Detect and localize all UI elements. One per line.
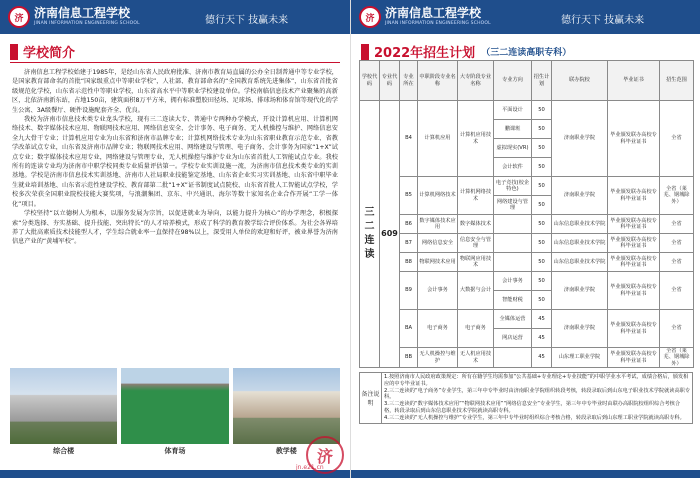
secondary-major-cell: 无人机操控与维护 [418,348,458,368]
enrollment-range-cell: 全省（莱芜、钢城除外） [660,348,694,368]
section-title: 2022年招生计划 [374,46,476,61]
table-row [360,272,694,291]
college-major-cell: 数字媒体技术 [458,215,494,234]
college-major-cell: 无人机应用技术 [458,348,494,368]
direction-cell: 平面设计 [494,101,532,120]
school-name: 济南信息工程学校 [385,6,482,20]
college-major-cell: 电子商务 [458,310,494,348]
college-major-cell: 物联网应用技术 [458,253,494,272]
photo-caption: 教学楼 [275,447,297,455]
direction-cell [494,348,532,368]
table-row [360,101,694,120]
table-header-cell: 专业方向 [494,61,532,101]
note-item: 1.按照济南市人民政府政策规定：所有在籍学生均需参加“公共基础+专业理论+专业技能”的中职学业水平考试，成绩合格后，颁发相应的中专毕业证书。 [384,374,689,387]
plan-cell: 50 [532,272,552,291]
partner-college-cell: 山东理工职业学院 [552,348,608,368]
table-header-cell: 专业代码 [380,61,400,101]
direction-cell: 电子竞技(校企特色) [494,177,532,196]
major-code-cell: B7 [400,234,418,253]
intro-paragraph: 济南信息工程学校始建于1985年，是经山东省人民政府批准、济南市教育局直属的公办全日制普通中等专业学校，是国家教育部命名的首批“国家级重点中等职业学校”，人社部、教育部命名的“全国教育系统先进集体”，山东省首批省级规范化学校，山东省示范性中等职业学校，山东省高水平中等职业学校建设单位。学校南临信息技术产业聚集的高新区，北依济南新东站，占地150亩，建筑面积8万平方米，拥有标准塑胶田径场、足球场、排球场和体育馆等现代化的学生公寓、3A级餐厅、硬件设施配套齐全、优良。 [12,69,338,114]
school-motto: 德行天下 技赢未来 [205,15,289,26]
plan-cell: 50 [532,177,552,196]
enrollment-range-cell: 全省 [660,310,694,348]
secondary-major-cell: 电子商务 [418,310,458,348]
plan-cell: 50 [532,253,552,272]
partner-college-cell: 山东信息职业技术学院 [552,234,608,253]
plan-cell: 45 [532,329,552,348]
enrollment-range-cell: 全省 [660,253,694,272]
plan-cell: 50 [532,139,552,158]
table-header-cell: 毕业证书 [608,61,660,101]
table-header-cell: 招生范围 [660,61,694,101]
photo-strip [10,368,340,458]
notes-label: 备注说明 [360,373,382,423]
partner-college-cell: 济南职业学院 [552,177,608,215]
section-subtitle: （三二连读高职专科） [481,48,572,58]
intro-paragraph: 学校坚持“以立德树人为根本，以服务发展为宗旨，以促进就业为导向，以能力提升为核心”的办学理念，积极探索“分类选择、夯实基础、提升技能、突出特长”的人才培养模式，形成了科学的教育教学综合评价体系。为社会各界培养了大批高素质技术技能型人才，学生综合就业率一直保持在98%以上，深受用人单位的欢迎和好评，被业界誉为济南信息产业的“黄埔军校”。 [12,210,338,246]
school-logo-icon: 济 [359,6,381,28]
header-banner [351,0,700,34]
certificate-cell: 毕业颁发联办高校专科毕业证书 [608,215,660,234]
partner-college-cell: 济南职业学院 [552,310,608,348]
secondary-major-cell: 会计事务 [418,272,458,310]
photo-stadium [121,368,228,458]
enrollment-range-cell: 全省 [660,215,694,234]
plan-cell: 50 [532,234,552,253]
certificate-cell: 毕业颁发联办高校专科毕业证书 [608,272,660,310]
enrollment-range-cell: 全省（莱芜、钢城除外） [660,177,694,215]
photo-complex-building [10,368,117,458]
direction-cell: 虚拟现实(VR) [494,139,532,158]
table-header-cell: 大专阶段专业名称 [458,61,494,101]
major-code-cell: B4 [400,101,418,177]
notes-box [359,372,693,424]
secondary-major-cell: 计算机网络技术 [418,177,458,215]
table-header-cell: 招生计划 [532,61,552,101]
partner-college-cell: 山东信息职业技术学院 [552,215,608,234]
program-label-cell: 三二连读 [360,101,380,368]
right-page [350,0,700,478]
table-header-cell: 专业所在 [400,61,418,101]
secondary-major-cell: 计算机应用 [418,101,458,177]
section-title: 学校简介 [23,46,76,61]
section-heading [10,42,75,61]
intro-text [12,68,338,247]
certificate-cell: 毕业颁发联办高校专科毕业证书 [608,101,660,177]
section-heading [361,42,571,61]
school-code-cell: 609 [380,101,400,368]
photo-caption: 体育场 [164,447,186,455]
direction-cell: 网络建设与管理 [494,196,532,215]
plan-cell: 50 [532,215,552,234]
plan-cell: 50 [532,291,552,310]
direction-cell: 全媒体运营 [494,310,532,329]
table-header-cell: 学校代码 [360,61,380,101]
plan-cell: 45 [532,310,552,329]
watermark-seal-icon: 济 [306,436,344,474]
partner-college-cell: 山东信息职业技术学院 [552,253,608,272]
stadium-photo [121,368,228,444]
table-row [360,348,694,368]
enrollment-table [359,60,694,368]
secondary-major-cell: 网络信息安全 [418,234,458,253]
secondary-major-cell: 数字媒体技术应用 [418,215,458,234]
heading-mark-icon [361,44,369,60]
school-name: 济南信息工程学校 [34,6,131,20]
certificate-cell: 毕业颁发联办高校专科毕业证书 [608,310,660,348]
enrollment-range-cell: 全省 [660,234,694,253]
direction-cell: 会计软件 [494,158,532,177]
note-item: 3.三二连读的“数字媒体技术应用”“物联网技术应用”“网络信息安全”专业学生，第三年中专毕业时由联办高职院校组织综合考核合格，转段录取后到山东信息职业技术学院就读高职专科。 [384,401,681,414]
plan-cell: 50 [532,101,552,120]
divider [10,62,340,63]
table-row [360,234,694,253]
enrollment-range-cell: 全省 [660,272,694,310]
footer-bar [351,470,700,478]
certificate-cell: 毕业颁发联办高校专科毕业证书 [608,234,660,253]
header-banner [0,0,350,34]
heading-mark-icon [10,44,18,60]
table-header-cell: 联办院校 [552,61,608,101]
plan-cell: 45 [532,348,552,368]
table-header-cell: 中职阶段专业名称 [418,61,458,101]
direction-cell: 智能财税 [494,291,532,310]
plan-cell: 50 [532,120,552,139]
note-item: 4.三二连读的“无人机操控与维护”专业学生，第三年中专毕业时组织综合考核合格，转段录取后到山东理工职业学院就读高职专科。 [384,414,685,421]
direction-cell: 会计事务 [494,272,532,291]
table-row [360,215,694,234]
partner-college-cell: 济南职业学院 [552,272,608,310]
table-row [360,177,694,196]
partner-college-cell: 济南职业学院 [552,101,608,177]
college-major-cell: 计算机网络技术 [458,177,494,215]
note-item: 2.三二连读的“电子商务”专业学生，第三年中专毕业时由济南职业学院组织转段考核，转段录取后到山东电子职业技术学院就读高职专科。 [384,387,691,401]
college-major-cell: 信息安全与管理 [458,234,494,253]
teaching-building-photo [233,368,340,444]
direction-cell [494,215,532,234]
enrollment-range-cell: 全省 [660,101,694,177]
photo-caption: 综合楼 [53,447,75,455]
footer-bar [0,470,350,478]
table-header-row [360,61,694,101]
direction-cell [494,234,532,253]
direction-cell: 鹏课班 [494,120,532,139]
major-code-cell: B8 [400,253,418,272]
college-major-cell: 计算机应用技术 [458,101,494,177]
school-name-en: JINAN INFORMATION ENGINEERING SCHOOL [385,21,491,26]
certificate-cell: 毕业颁发联办高校专科毕业证书 [608,177,660,215]
watermark-url: jn.e21.cn [296,464,324,471]
plan-cell: 50 [532,158,552,177]
major-code-cell: B6 [400,215,418,234]
school-name-en: JINAN INFORMATION ENGINEERING SCHOOL [34,21,140,26]
table-row [360,253,694,272]
secondary-major-cell: 物联网技术应用 [418,253,458,272]
certificate-cell: 毕业颁发联办高校专科毕业证书 [608,253,660,272]
college-major-cell: 大数据与会计 [458,272,494,310]
direction-cell [494,253,532,272]
intro-paragraph: 我校为济南市信息技术类专业龙头学校，现有三二连读大专、普通中专两种办学模式，开设计算机应用、计算机网络技术、数字媒体技术应用、物联网技术应用、网络信息安全、会计事务、电子商务、无人机操控与维护、网络信息安全九大骨干专业；计算机应用专业为山东省和济南市品牌专业；计算机网络技术专业为山东省职业教育示范专业、省教学改革试点专业，山东省及济南市品牌专业；物联网技术应用、网络建设与管理、电子商务、会计事务为国家“1+X”试点专业；数字媒体技术应用专业，网络建设与管理专业，无人机操控与维护专业为山东省首批人工智能试点专业。我校所有的连读专业均为济南市中职学校同类专业质量评估第一。学校专业实训设施一流，为济南市信息技术类专业的实训基地。学校是济南市信息技术实训基地、济南市人社局职业技能鉴定基地、山东省企业实习实训基地、山东省中职毕业生就业培训基地、山东省示范性建设学校、教育部第二批“1+X”证书制度试点院校、山东省首批人工智能试点学校，学校多次荣获全国职业院校技能大赛奖项，与浪潮集团、京东、中兴通讯、海尔等数十家知名企业合作开展“工学一体化”项目。 [12,116,338,208]
school-logo-icon: 济 [8,6,30,28]
major-code-cell: B9 [400,272,418,310]
building-photo [10,368,117,444]
major-code-cell: BA [400,310,418,348]
major-code-cell: BB [400,348,418,368]
major-code-cell: B5 [400,177,418,215]
school-motto: 德行天下 技赢未来 [561,15,645,26]
certificate-cell: 毕业颁发联办高校专科毕业证书 [608,348,660,368]
notes-body [382,373,692,423]
direction-cell: 网店运营 [494,329,532,348]
plan-cell: 50 [532,196,552,215]
table-row [360,310,694,329]
